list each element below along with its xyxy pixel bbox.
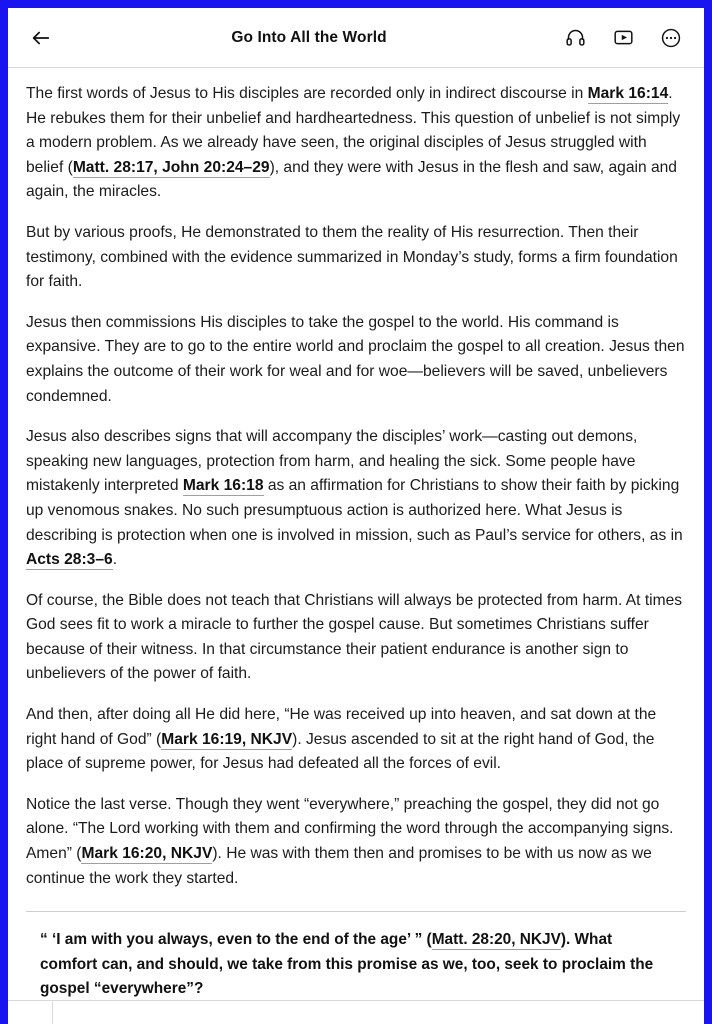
reader-frame xyxy=(8,8,704,1016)
scripture-reference-link[interactable]: Matt. 28:17, John 20:24–29 xyxy=(72,158,270,176)
bottom-bar-inner xyxy=(52,1001,704,1024)
text-run: But by various proofs, He demonstrated to them the reality of His resurrection. Then their testimony, combined with the evidence summarized in Monday’s study, forms a firm foundation for faith. xyxy=(26,223,678,291)
text-run: . He rebukes them for their unbelief and hardheartedness. This question of unbelief is not simply a modern problem. As we already have seen, the original disciples of Jesus struggled with belief ( xyxy=(26,85,681,176)
discussion-question-block xyxy=(26,911,686,1001)
article-paragraph xyxy=(26,425,686,573)
text-run: And then, after doing all He did here, “He was received up into heaven, and sat down at the right hand of God” ( xyxy=(26,706,657,748)
article-paragraph xyxy=(26,221,686,295)
more-options-icon[interactable] xyxy=(658,25,684,51)
text-run: The first words of Jesus to His disciples are recorded only in indirect discourse in xyxy=(26,85,588,102)
bottom-bar xyxy=(8,1000,704,1024)
scripture-reference-link[interactable]: Mark 16:18 xyxy=(182,477,264,495)
article-paragraph xyxy=(26,589,686,687)
text-run: Notice the last verse. Though they went “everywhere,” preaching the gospel, they did not go alone. “The Lord working with them and confirming the word through the accompanying signs. Amen” ( xyxy=(26,795,674,863)
back-icon[interactable] xyxy=(26,23,56,53)
article-body xyxy=(8,68,704,1016)
discussion-question xyxy=(40,928,672,1001)
paragraph-list xyxy=(26,82,686,891)
text-run: Jesus then commissions His disciples to take the gospel to the world. His command is expansive. They are to go to the entire world and proclaim the gospel to all creation. Jesus then explains the outcome of their work for weal and for woe—believers will be saved, unbelievers condemned. xyxy=(26,313,685,405)
top-navigation-bar xyxy=(8,8,704,68)
article-paragraph xyxy=(26,703,686,777)
text-run: Of course, the Bible does not teach that Christians will always be protected from harm. At times God sees fit to work a miracle to further the gospel cause. But sometimes Christians suffer because of their witness. In that circumstance their patient endurance is another sign to unbelievers of the power of faith. xyxy=(26,591,683,683)
article-paragraph xyxy=(26,311,686,409)
scripture-reference-link[interactable]: Acts 28:3–6 xyxy=(26,551,113,569)
scripture-reference-link[interactable]: Mark 16:19, NKJV xyxy=(161,730,293,748)
article-paragraph xyxy=(26,793,686,891)
text-run: ). Jesus ascended to sit at the right hand of God, the place of supreme power, for Jesus had defeated all the forces of evil. xyxy=(26,730,655,773)
topbar-actions xyxy=(562,25,686,51)
text-run: ). He was with them then and promises to be with us now as we continue the work they started. xyxy=(26,845,652,887)
headphones-icon[interactable] xyxy=(562,25,588,51)
page-title: Go Into All the World xyxy=(231,28,387,46)
text-run: ). What comfort can, and should, we take from this promise as we, too, seek to proclaim the gospel “everywhere”? xyxy=(40,931,654,998)
article-paragraph xyxy=(26,82,686,205)
scripture-reference-link[interactable]: Matt. 28:20, NKJV xyxy=(431,931,561,949)
scripture-reference-link[interactable]: Mark 16:14 xyxy=(587,85,669,102)
scripture-reference-link[interactable]: Mark 16:20, NKJV xyxy=(81,845,213,863)
text-run: as an affirmation for Christians to show their faith by picking up venomous snakes. No such presumptuous action is authorized here. What Jesus is describing is protection when one is involved in mission, such as Paul’s service for others, as in xyxy=(26,477,683,544)
text-run: ), and they were with Jesus in the flesh and saw, again and again, the miracles. xyxy=(26,158,677,201)
text-run: Jesus also describes signs that will accompany the disciples’ work—casting out demons, speaking new languages, protection from harm, and healing the sick. Some people have mistakenly interpreted xyxy=(26,428,638,495)
video-icon[interactable] xyxy=(610,25,636,51)
text-run: . xyxy=(112,551,118,569)
text-run: “ ‘I am with you always, even to the end of the age’ ” ( xyxy=(40,931,432,949)
